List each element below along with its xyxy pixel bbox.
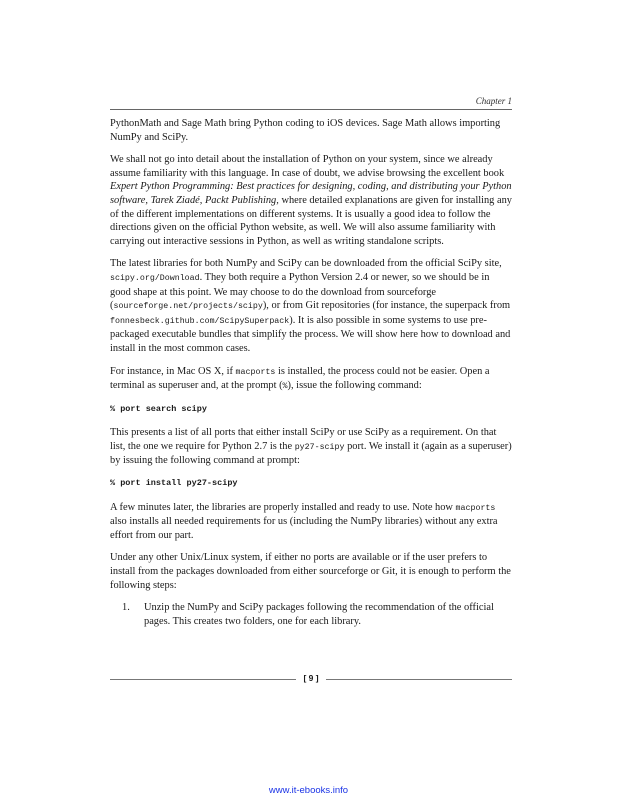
sourceforge-url: sourceforge.net/projects/scipy [113, 302, 263, 312]
page-content [110, 117, 512, 628]
steps-list [110, 601, 512, 628]
paragraph-6-text-a: A few minutes later, the libraries are properly installed and ready to use. Note how [110, 501, 456, 513]
page-number: [ 9 ] [303, 673, 319, 683]
watermark-link[interactable]: www.it-ebooks.info [268, 785, 349, 796]
paragraph-2-text-a: We shall not go into detail about the installation of Python on your system, since we already assume familiarity with this language. In case of doubt, we advise browsing the excellent book [110, 154, 505, 179]
macports-code-2: macports [455, 503, 496, 513]
paragraph-3-text-a: The latest libraries for both NumPy and SciPy can be downloaded from the official SciPy site, [110, 258, 502, 270]
paragraph-4-text-c: ), issue the following command: [287, 380, 422, 392]
paragraph-1: PythonMath and Sage Math bring Python coding to iOS devices. Sage Math allows importing NumPy and SciPy. [110, 118, 501, 143]
command-install-py27-scipy: % port install py27-scipy [110, 478, 238, 489]
paragraph-5-text-b: port. We install it (again as a superuser) by issuing the following command at prompt: [110, 440, 512, 467]
paragraph-3-text-d: ). It is also possible in some systems to use pre-packaged executable bundles that simplify the process. We will show here how to download and install in the most common cases. [110, 314, 511, 354]
paragraph-3-text-b: . They both require a Python Version 2.4 or newer, so we should be in good shape at this point. We may choose to do the download from sourceforge ( [110, 271, 490, 312]
paragraph-4 [110, 365, 512, 394]
paragraph-6 [110, 501, 512, 543]
paragraph-3 [110, 257, 512, 355]
paragraph-6-text-b: also installs all needed requirements for us (including the NumPy libraries) without any extra effort from our part. [110, 516, 498, 541]
superpack-url: fonnesbeck.github.com/ScipySuperpack [110, 316, 290, 326]
list-item [110, 601, 512, 628]
command-search-scipy: % port search scipy [110, 403, 207, 414]
list-item-number: 1. [122, 602, 130, 614]
chapter-header: Chapter 1 [475, 96, 512, 106]
list-item-text: Unzip the NumPy and SciPy packages following the recommendation of the official pages. This creates two folders, one for each library. [144, 602, 494, 627]
prompt-code: % [282, 382, 288, 392]
book-title: Expert Python Programming: Best practices for designing, coding, and distributing your Python software, Tarek Ziadé, Packt Publishing, [110, 181, 512, 206]
paragraph-5-text-a: This presents a list of all ports that either install SciPy or use SciPy as a requirement. On that list, the one we require for Python 2.7 is the [110, 427, 497, 452]
paragraph-3-text-c: ), or from Git repositories (for instance, the superpack from [262, 300, 511, 312]
paragraph-4-text-a: For instance, in Mac OS X, if [110, 365, 236, 377]
paragraph-4-text-b: is installed, the process could not be easier. Open a terminal as superuser and, at the prompt ( [110, 365, 490, 392]
footer-rule-right [326, 679, 512, 680]
py27-scipy-code: py27-scipy [294, 442, 345, 452]
paragraph-7: Under any other Unix/Linux system, if either no ports are available or if the user prefers to install from the packages downloaded from either sourceforge or Git, it is enough to perform the following steps: [110, 552, 511, 591]
paragraph-2-text-b: where detailed explanations are given for installing any of the different implementations on different systems. It is usually a good idea to follow the directions given on the official Python website, as well. We will also assume familiarity with carrying out interactive sessions in Python, as well as writing standalone scripts. [110, 194, 512, 247]
scipy-download-url: scipy.org/Download [110, 273, 200, 283]
header-rule [110, 109, 512, 110]
macports-code: macports [235, 367, 276, 377]
paragraph-2 [110, 153, 512, 248]
paragraph-5 [110, 426, 512, 468]
page-footer [110, 672, 512, 686]
